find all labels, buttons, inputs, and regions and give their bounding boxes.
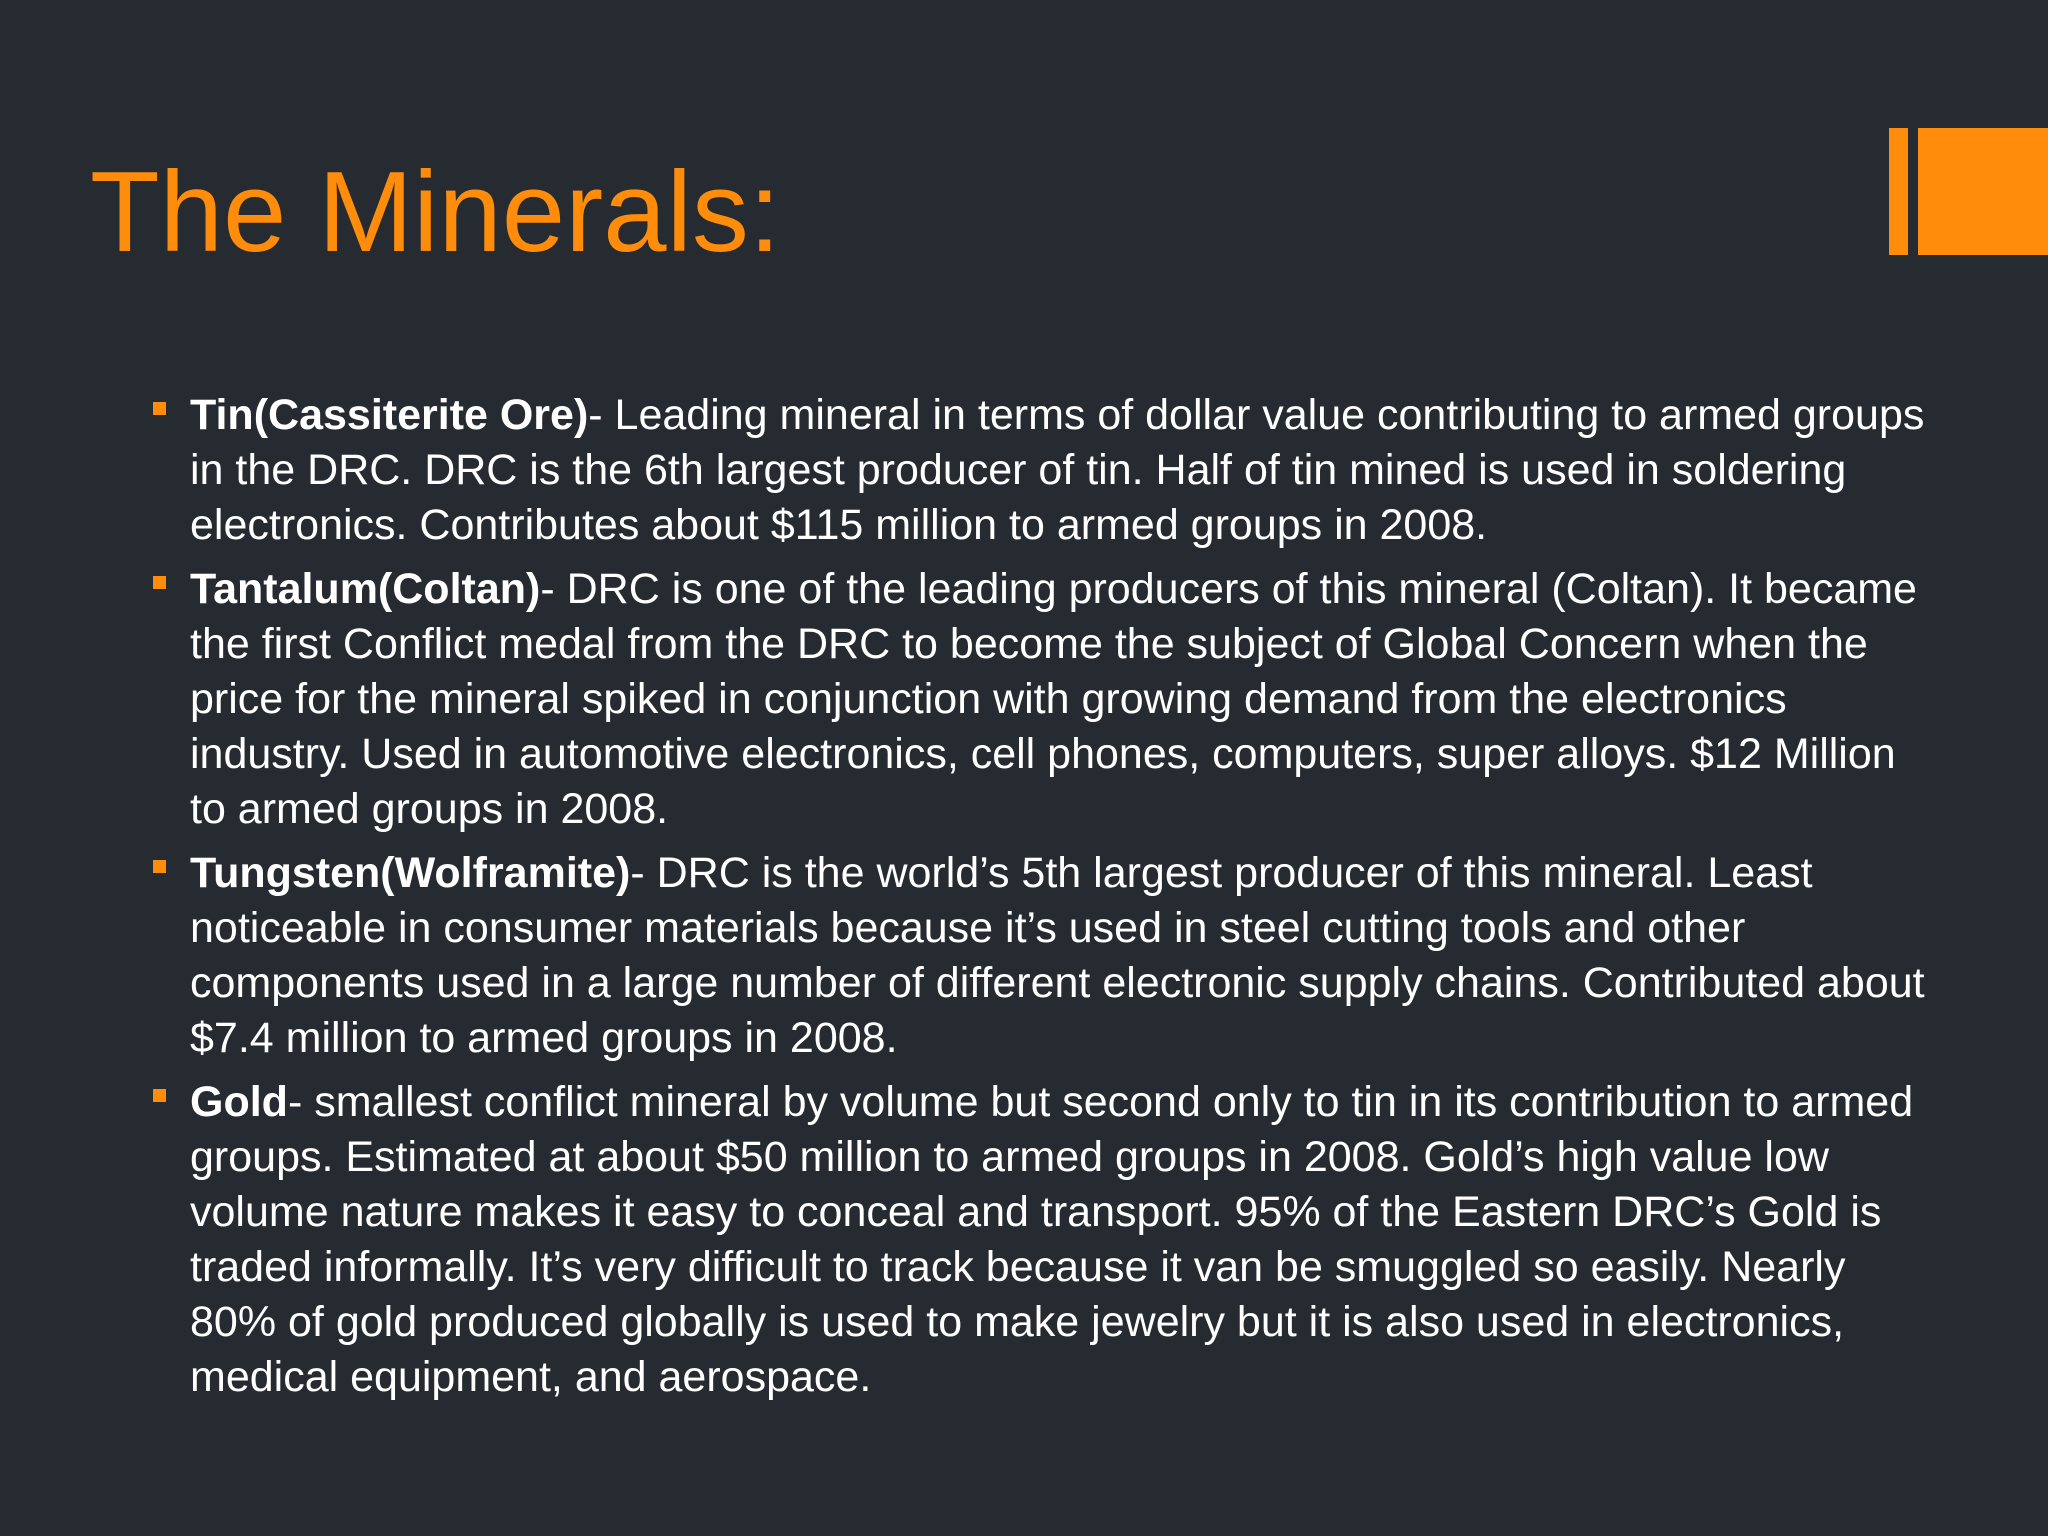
- slide-title: The Minerals:: [90, 149, 781, 276]
- bullet-term: Tin(Cassiterite Ore): [190, 391, 589, 439]
- bullet-term: Tantalum(Coltan): [190, 565, 541, 613]
- bullet-list: [150, 388, 1940, 1414]
- bullet-item-tantalum: [150, 562, 1940, 837]
- bullet-text: - DRC is the world’s 5th largest producer of this mineral. Least noticeable in consumer materials because it’s used in steel cutting tools and other components used in a large number of different electronic supply chains. Contributed about $7.4 million to armed groups in 2008.: [190, 849, 1925, 1062]
- accent-block-decoration: [1918, 128, 2048, 255]
- accent-bar-decoration: [1889, 128, 1908, 255]
- bullet-term: Tungsten(Wolframite): [190, 849, 631, 897]
- square-bullet-icon: [153, 1089, 166, 1102]
- bullet-text: - Leading mineral in terms of dollar value contributing to armed groups in the DRC. DRC is the 6th largest producer of tin. Half of tin mined is used in soldering electronics. Contributes about $115 million to armed groups in 2008.: [190, 391, 1925, 549]
- square-bullet-icon: [153, 402, 166, 415]
- bullet-text: - DRC is one of the leading producers of this mineral (Coltan). It became the first Conflict medal from the DRC to become the subject of Global Concern when the price for the mineral spiked in conjunction with growing demand from the electronics industry. Used in automotive electronics, cell phones, computers, super alloys. $12 Million to armed groups in 2008.: [190, 565, 1917, 833]
- square-bullet-icon: [153, 860, 166, 873]
- bullet-term: Gold: [190, 1078, 288, 1126]
- bullet-item-gold: [150, 1075, 1940, 1405]
- square-bullet-icon: [153, 576, 166, 589]
- bullet-item-tin: [150, 388, 1940, 553]
- bullet-item-tungsten: [150, 846, 1940, 1066]
- bullet-text: - smallest conflict mineral by volume but second only to tin in its contribution to armed groups. Estimated at about $50 million to armed groups in 2008. Gold’s high value low volume nature makes it easy to conceal and transport. 95% of the Eastern DRC’s Gold is traded informally. It’s very difficult to track because it van be smuggled so easily. Nearly 80% of gold produced globally is used to make jewelry but it is also used in electronics, medical equipment, and aerospace.: [190, 1078, 1914, 1401]
